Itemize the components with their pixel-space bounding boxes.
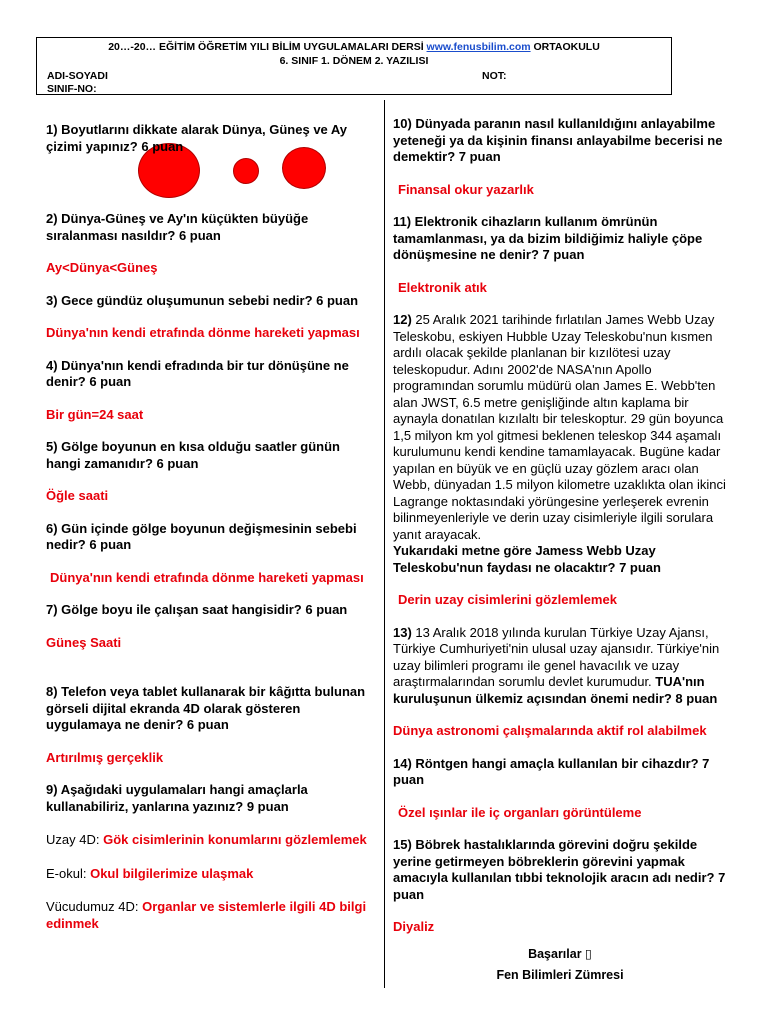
answer-9-eokul (46, 865, 372, 883)
footer-department: Fen Bilimleri Zümresi (496, 968, 624, 982)
column-divider (384, 100, 385, 988)
answer-9-uzay4d (46, 831, 372, 849)
question-4: 4) Dünya'nın kendi efradında bir tur dönüşüne ne denir? 6 puan (46, 357, 349, 389)
question-9: 9) Aşağıdaki uygulamaları hangi amaçlarla kullanabiliriz, yanlarına yazınız? 9 puan (46, 782, 308, 814)
answer-7: Güneş Saati (46, 634, 122, 650)
question-12-passage: 25 Aralık 2021 tarihinde fırlatılan James Webb Uzay Teleskobu, eskiyen Hubble Uzay Teleskobu'nun kısmen ardılı olacak şekilde planlanan bir kızılötesi uzay teleskopudur. Adını 2002'de NASA'nın Apollo programından sorumlu müdürü olan James E. Webb'ten alan JWST, 6.5 metre genişliğinde altın kaplama bir aynayla donatılan kızılaltı bir teleskoptur. 29 gün boyunca 1,5 milyon km yol gitmesi beklenen teleskop 344 aşamalı kurulumunu kendi kendine tamamlayacak. Bugüne kadar yapılan en büyük ve en güçlü uzay gözlem aracı olan Webb, dünyadan 1.5 milyon kilometre uzaklıkta olan ikinci Lagrange noktasındaki yörüngesine yerleşerek evrenin bilinmeyenleriyle ve derin uzay cisimleriyle ilgili sorulara yanıt arayacak. (393, 312, 726, 542)
answer-12: Derin uzay cisimlerini gözlemlemek (398, 592, 617, 607)
question-13-number: 13) (393, 624, 412, 640)
question-13-prompt: kuruluşunun ülkemiz açısından önemi nedir? 8 puan (393, 690, 718, 706)
vucudumuz4d-label: Vücudumuz 4D: (46, 899, 143, 914)
answer-4: Bir gün=24 saat (46, 406, 144, 422)
answer-3: Dünya'nın kendi etrafında dönme hareketi yapması (46, 325, 360, 340)
question-15: 15) Böbrek hastalıklarında görevini doğru şekilde yerine getirmeyen böbreklerin görevini yapmak amacıyla kullanılan tıbbi teknolojik aracın adı nedir? 7 puan (393, 837, 726, 902)
answer-11: Elektronik atık (398, 279, 487, 295)
answer-5: Öğle saati (46, 488, 109, 503)
question-13 (393, 625, 728, 691)
name-label: ADI-SOYADI (47, 70, 108, 82)
class-label: SINIF-NO: (47, 83, 97, 95)
answer-15: Diyaliz (393, 919, 435, 934)
question-12-prompt: Yukarıdaki metne göre Jamess Webb Uzay Teleskobu'nun faydası ne olacaktır? 7 puan (393, 543, 661, 575)
question-11: 11) Elektronik cihazların kullanım ömrünün tamamlanması, ya da bizim bildiğimiz haliyle çöpe dönüşmesine ne denir? 7 puan (393, 214, 703, 262)
question-10: 10) Dünyada paranın nasıl kullanıldığını anlayabilme yeteneği ya da kişinin finansı anlayabilme becerisi ne demektir? 7 puan (393, 116, 723, 164)
question-6: 6) Gün içinde gölge boyunun değişmesinin sebebi nedir? 6 puan (46, 520, 357, 552)
answer-2: Ay<Dünya<Güneş (46, 260, 158, 275)
answer-13: Dünya astronomi çalışmalarında aktif rol alabilmek (393, 723, 707, 738)
question-13-bold: TUA'nın (655, 674, 705, 689)
answer-6: Dünya'nın kendi etrafında dönme hareketi yapması (50, 569, 364, 585)
eokul-label: E-okul: (46, 866, 91, 881)
question-1: 1) Boyutlarını dikkate alarak Dünya, Güneş ve Ay çizimi yapınız? 6 puan (46, 122, 348, 154)
left-column (46, 122, 372, 932)
footer-wishes: Başarılar ▯ (528, 947, 592, 961)
exam-header (36, 37, 672, 95)
question-5: 5) Gölge boyunun en kısa olduğu saatler günün hangi zamanıdır? 6 puan (46, 439, 340, 471)
eokul-answer: Okul bilgilerimize ulaşmak (90, 866, 254, 881)
question-2: 2) Dünya-Güneş ve Ay'ın küçükten büyüğe sıralanması nasıldır? 6 puan (46, 211, 309, 243)
header-title-suffix: ORTAOKULU (530, 41, 600, 53)
grade-label: NOT: (482, 70, 507, 82)
header-title (37, 41, 671, 53)
website-link[interactable]: www.fenusbilim.com (426, 41, 531, 53)
right-column (393, 116, 728, 936)
answer-14: Özel ışınlar ile iç organları görüntüleme (398, 804, 642, 820)
answer-8: Artırılmış gerçeklik (46, 749, 164, 765)
uzay4d-label: Uzay 4D: (46, 832, 104, 847)
question-3: 3) Gece gündüz oluşumunun sebebi nedir? 6 puan (46, 292, 359, 308)
question-12-number: 12) (393, 312, 412, 327)
question-13-passage: 13 Aralık 2018 yılında kurulan Türkiye Uzay Ajansı, Türkiye Cumhuriyeti'nin ulusal uzay ajansıdır. Türkiye'nin uzay bilimleri programı ile genel havacılık ve uzay araştırmalarından sorumlu devlet kurumudur. (393, 624, 720, 689)
uzay4d-answer: Gök cisimlerinin konumlarını gözlemlemek (103, 832, 367, 847)
question-14: 14) Röntgen hangi amaçla kullanılan bir cihazdır? 7 puan (393, 755, 710, 787)
answer-10: Finansal okur yazarlık (398, 181, 534, 197)
question-7: 7) Gölge boyu ile çalışan saat hangisidir? 6 puan (46, 602, 348, 617)
answer-9-vucudumuz4d (46, 899, 372, 932)
header-subtitle: 6. SINIF 1. DÖNEM 2. YAZILISI (279, 55, 429, 67)
question-8: 8) Telefon veya tablet kullanarak bir kâğıtta bulunan görseli dijital ekranda 4D olarak gösteren uygulamaya ne denir? 6 puan (46, 684, 366, 732)
vucudumuz4d-answer: Organlar ve sistemlerle ilgili 4D bilgi edinmek (46, 899, 367, 931)
header-title-prefix: 20…-20… EĞİTİM ÖĞRETİM YILI BİLİM UYGULAMALARI DERSİ (108, 41, 427, 53)
question-12 (393, 312, 728, 543)
